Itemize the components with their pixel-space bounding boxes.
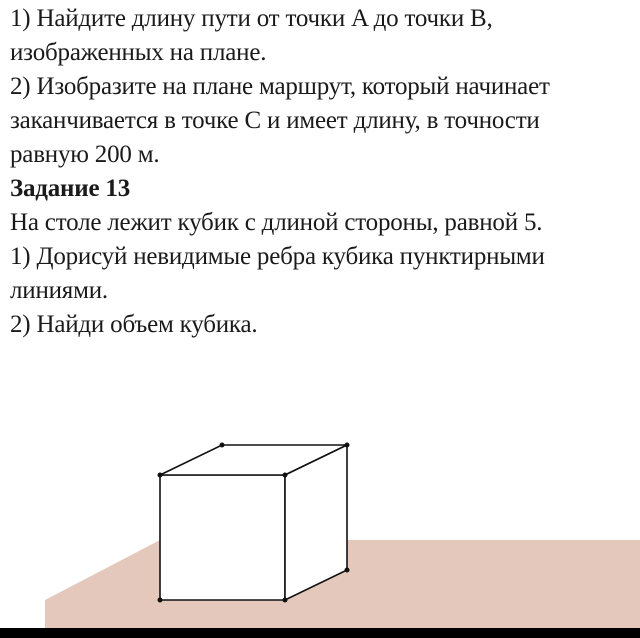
- task13-part1-line2: линиями.: [10, 277, 108, 304]
- vertex-dot: [345, 443, 350, 448]
- task12-part2-line1: 2) Изобразите на плане маршрут, который начинает: [10, 73, 550, 100]
- vertex-dot: [283, 598, 288, 603]
- vertex-dot: [220, 443, 225, 448]
- cube-front-face: [160, 475, 285, 600]
- task12-part2-line2: заканчивается в точке C и имеет длину, в точности: [10, 107, 540, 134]
- problem-text: [10, 2, 640, 342]
- task12-part1-line1: 1) Найдите длину пути от точки A до точки B,: [10, 5, 493, 32]
- vertex-dot: [345, 568, 350, 573]
- task12-part2-line3: равную 200 м.: [10, 141, 160, 168]
- task12-part1-line2: изображенных на плане.: [10, 39, 267, 66]
- task13-part2: 2) Найди объем кубика.: [10, 311, 258, 338]
- bottom-black-bar: [0, 628, 640, 638]
- vertex-dot: [158, 473, 163, 478]
- task13-part1-line1: 1) Дорисуй невидимые ребра кубика пунктирными: [10, 243, 545, 270]
- task13-heading: Задание 13: [10, 175, 130, 202]
- task13-statement: На столе лежит кубик с длиной стороны, равной 5.: [10, 209, 543, 236]
- vertex-dot: [283, 473, 288, 478]
- cube: [160, 445, 347, 600]
- cube-on-table-figure: [0, 420, 640, 638]
- vertex-dot: [158, 598, 163, 603]
